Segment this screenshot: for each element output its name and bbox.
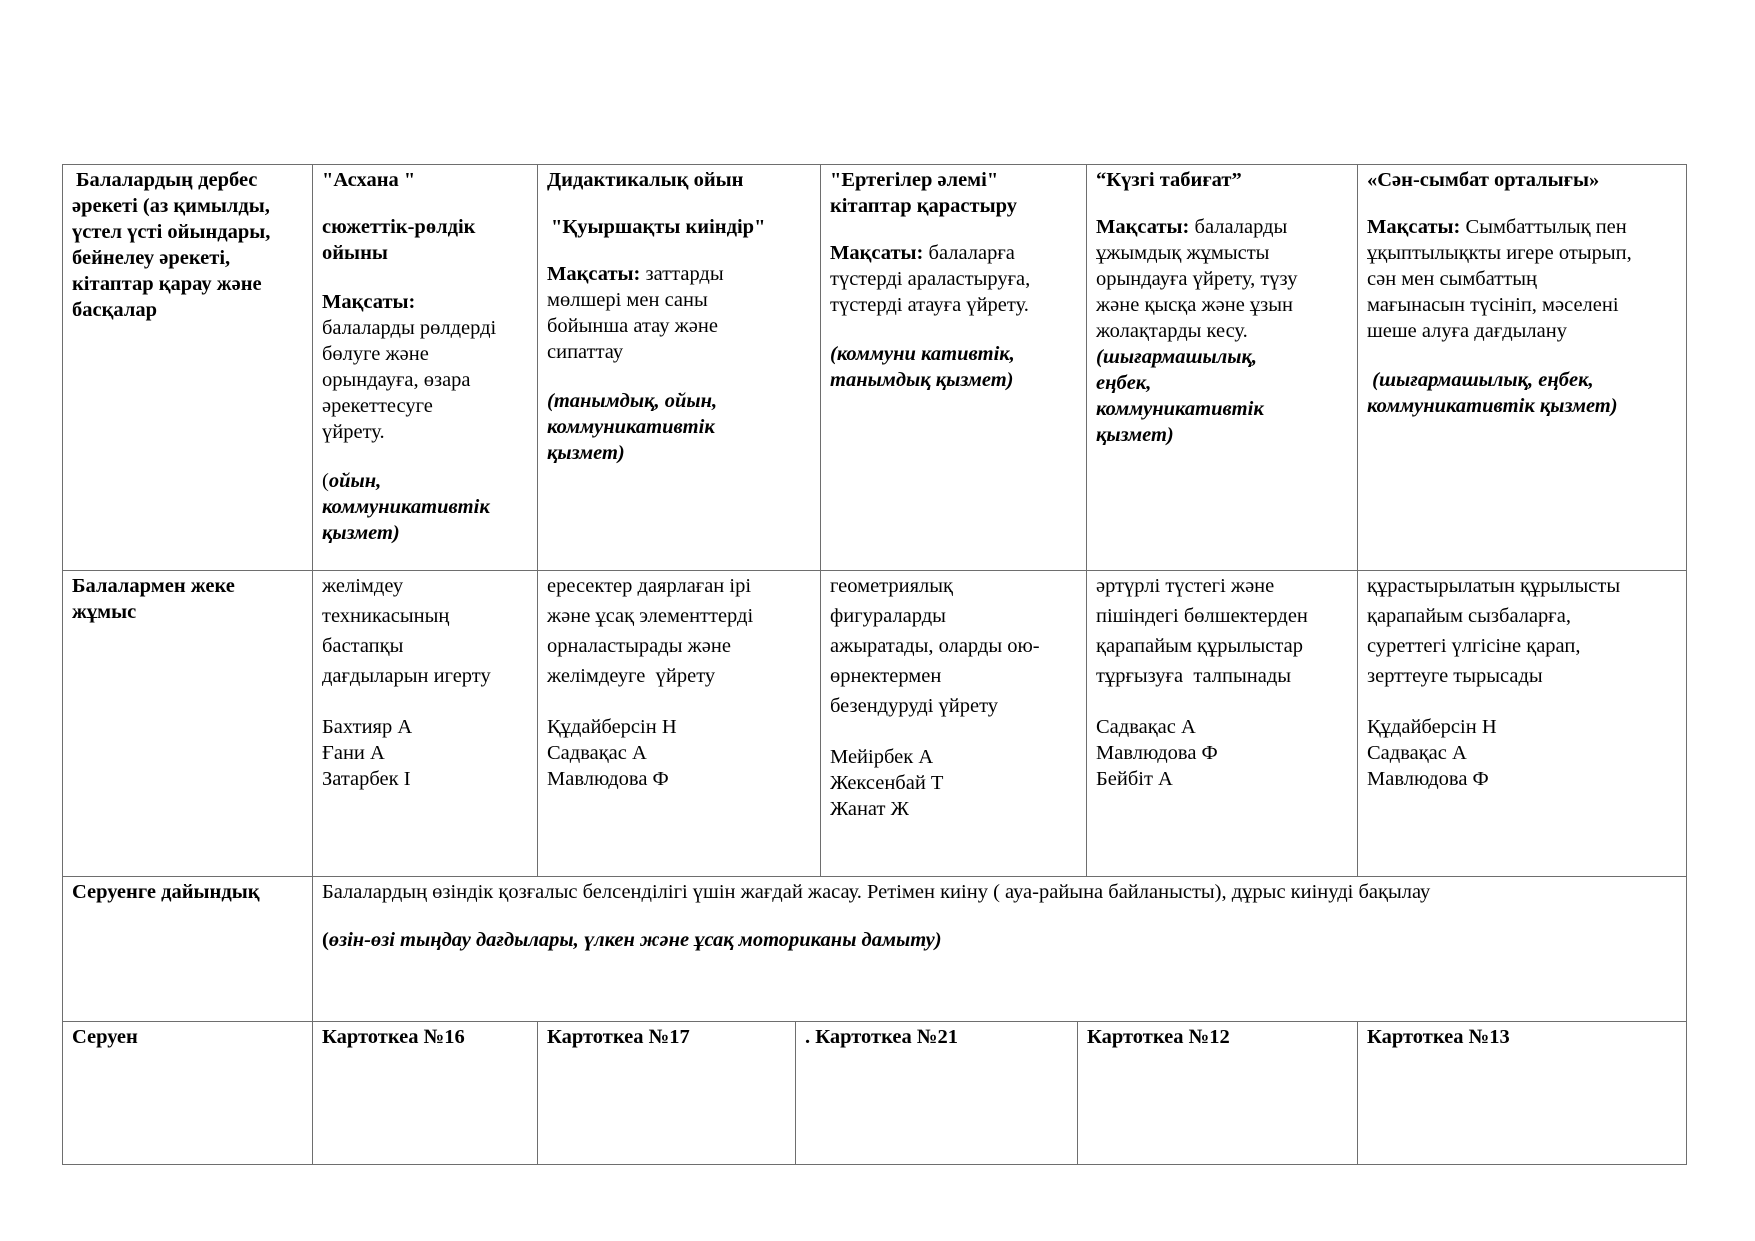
task-line: қарапайым құрылыстар <box>1096 635 1303 657</box>
activity-subtitle: ойыны <box>322 242 388 264</box>
row1-label-line: басқалар <box>72 299 157 321</box>
column-divider <box>795 1021 796 1165</box>
walk-card-label: . Картоткеа №21 <box>805 1026 958 1048</box>
column-divider <box>1357 164 1358 876</box>
task-line: тұрғызуға талпынады <box>1096 665 1292 687</box>
child-name: Садвақас А <box>1367 742 1467 764</box>
column-divider <box>312 164 313 1165</box>
row-divider <box>62 570 1687 571</box>
child-name: Бейбіт А <box>1096 768 1173 790</box>
goal-label: Мақсаты: <box>1367 216 1461 238</box>
activity-type-line: танымдық қызмет) <box>830 369 1014 391</box>
row-divider <box>62 1021 1687 1022</box>
task-line: суреттегі үлгісіне қарап, <box>1367 635 1581 657</box>
goal-line: сипаттау <box>547 341 624 363</box>
table-border-top <box>62 164 1687 165</box>
goal-line: мөлшері мен саны <box>547 289 708 311</box>
row4-label: Серуен <box>72 1026 138 1048</box>
child-name: Жанат Ж <box>830 798 909 820</box>
activity-type-line: коммуникативтік <box>322 496 490 518</box>
activity-type-line: коммуникативтік <box>1096 398 1264 420</box>
walk-card-label: Картоткеа №16 <box>322 1026 465 1048</box>
goal-line: үйрету. <box>322 421 385 443</box>
task-line: өрнектермен <box>830 665 942 687</box>
child-name: Садвақас А <box>1096 716 1196 738</box>
walk-card-label: Картоткеа №17 <box>547 1026 690 1048</box>
row1-col2-cell <box>537 164 820 570</box>
activity-type-line: еңбек, <box>1096 372 1152 394</box>
task-line: желімдеу <box>322 575 404 597</box>
child-name: Жексенбай Т <box>830 772 944 794</box>
plan-table <box>62 164 1687 1165</box>
goal-first-line <box>1096 214 1353 241</box>
activity-type-line: коммуникативтік <box>547 416 715 438</box>
goal-line: бөлуге және <box>322 343 429 365</box>
child-name: Затарбек І <box>322 768 411 790</box>
goal-line: түстерді атауға үйрету. <box>830 294 1029 316</box>
row2-col3-cell <box>820 570 1086 876</box>
task-line: зерттеуге тырысады <box>1367 665 1543 687</box>
column-divider <box>820 164 821 876</box>
row1-label-line: үстел үсті ойындары, <box>72 221 271 243</box>
goal-line: әрекеттесуге <box>322 395 433 417</box>
table-border-bottom <box>62 1164 1687 1165</box>
goal-line: шеше алуға дағдылану <box>1367 320 1567 342</box>
task-line: ересектер даярлаған ірі <box>547 575 752 597</box>
goal-line: мағынасын түсініп, мәселені <box>1367 294 1619 316</box>
activity-type-line: (танымдық, ойын, <box>547 390 718 412</box>
task-line: қарапайым сызбаларға, <box>1367 605 1571 627</box>
row1-col5-cell <box>1357 164 1687 570</box>
goal-line: орындауға, өзара <box>322 369 471 391</box>
row3-label: Серуенге дайындық <box>72 881 260 903</box>
activity-title: «Сән-сымбат орталығы» <box>1367 169 1600 191</box>
table-border-right <box>1686 164 1687 1165</box>
task-line: геометриялық <box>830 575 953 597</box>
row1-col1-cell <box>312 164 537 570</box>
task-line: құрастырылатын құрылысты <box>1367 575 1621 597</box>
row2-label-line: Балалармен жеке <box>72 575 235 597</box>
goal-label: Мақсаты: <box>547 263 641 285</box>
column-divider <box>1077 1021 1078 1165</box>
walk-card-cell <box>795 1021 1077 1165</box>
activity-open-paren: ( <box>322 470 329 492</box>
row1-label-line: кітаптар қарау және <box>72 273 262 295</box>
child-name: Құдайберсін Н <box>1367 716 1497 738</box>
row-divider <box>62 876 1687 877</box>
walk-card-label: Картоткеа №12 <box>1087 1026 1230 1048</box>
column-divider <box>1086 164 1087 876</box>
row1-col3-cell <box>820 164 1086 570</box>
activity-subtitle: "Қуыршақты киіндір" <box>551 216 766 238</box>
activity-title: "Асхана " <box>322 169 416 191</box>
goal-label: Мақсаты: <box>1096 216 1190 238</box>
goal-label: Мақсаты: <box>322 291 416 313</box>
task-line: ажыратады, оларды ою- <box>830 635 1040 657</box>
walk-card-cell <box>537 1021 795 1165</box>
row2-col4-cell <box>1086 570 1357 876</box>
goal-text: заттарды <box>645 263 724 285</box>
activity-subtitle: сюжеттік-рөлдік <box>322 216 476 238</box>
column-divider <box>537 164 538 876</box>
activity-type-line: қызмет) <box>547 442 625 464</box>
child-name: Құдайберсін Н <box>547 716 677 738</box>
task-line: пішіндегі бөлшектерден <box>1096 605 1308 627</box>
goal-first-line <box>830 240 1082 267</box>
goal-line: түстерді араластыруға, <box>830 268 1031 290</box>
activity-type-text: өзін-өзі тыңдау дағдылары, үлкен және ұсақ моториканы дамыту) <box>328 929 942 951</box>
column-divider <box>1357 1021 1358 1165</box>
goal-text: балаларға <box>928 242 1015 264</box>
task-line: бастапқы <box>322 635 404 657</box>
task-line: фигураларды <box>830 605 946 627</box>
goal-text: балаларды <box>1194 216 1288 238</box>
activity-type-line: (коммуни кативтік, <box>830 343 1015 365</box>
goal-line: ұжымдық жұмысты <box>1096 242 1270 264</box>
row4-label-cell <box>62 1021 312 1165</box>
task-line: желімдеуге үйрету <box>547 665 716 687</box>
walk-card-cell <box>1077 1021 1357 1165</box>
task-line: дағдыларын игерту <box>322 665 491 687</box>
row1-label-line: бейнелеу әрекеті, <box>72 247 231 269</box>
task-line: техникасының <box>322 605 450 627</box>
goal-line: бойынша атау және <box>547 315 718 337</box>
task-line: орналастырады және <box>547 635 731 657</box>
row1-label-line: Балалардың дербес <box>76 169 258 191</box>
row3-content-cell <box>312 876 1687 1021</box>
goal-line: орындауға үйрету, түзу <box>1096 268 1298 290</box>
child-name: Ғани А <box>322 742 385 764</box>
row3-label-cell <box>62 876 312 1021</box>
task-line: безендуруді үйрету <box>830 695 999 717</box>
goal-first-line <box>1367 214 1683 241</box>
activity-title: Дидактикалық ойын <box>547 169 744 191</box>
row2-label-line: жұмыс <box>72 601 137 623</box>
activity-title: кітаптар қарастыру <box>830 195 1017 217</box>
row2-col5-cell <box>1357 570 1687 876</box>
activity-type-line: (шығармашылық, <box>1096 346 1258 368</box>
row2-col2-cell <box>537 570 820 876</box>
activity-title: “Күзгі табиғат” <box>1096 169 1242 191</box>
activity-type-line: (шығармашылық, еңбек, <box>1367 369 1594 391</box>
child-name: Бахтияр А <box>322 716 413 738</box>
goal-line: жолақтарды кесу. <box>1096 320 1248 342</box>
goal-first-line <box>547 261 816 288</box>
row1-col4-cell <box>1086 164 1357 570</box>
activity-open-paren: ( <box>322 929 329 951</box>
activity-type-line: қызмет) <box>322 522 400 544</box>
goal-line: сән мен сымбаттың <box>1367 268 1537 290</box>
walk-preparation-activity <box>322 927 1683 954</box>
goal-line: ұқыптылықкты игере отырып, <box>1367 242 1632 264</box>
activity-type-line: қызмет) <box>1096 424 1174 446</box>
activity-type-line <box>322 468 533 495</box>
goal-label: Мақсаты: <box>830 242 924 264</box>
goal-line: балаларды рөлдерді <box>322 317 497 339</box>
goal-line: және қысқа және ұзын <box>1096 294 1294 316</box>
child-name: Мейірбек А <box>830 746 934 768</box>
activity-type-text: ойын, <box>328 470 382 492</box>
task-line: және ұсақ элементтерді <box>547 605 754 627</box>
child-name: Мавлюдова Ф <box>1096 742 1218 764</box>
activity-title: "Ертегілер әлемі" <box>830 169 999 191</box>
goal-text: Сымбаттылық пен <box>1465 216 1627 238</box>
row2-col1-cell <box>312 570 537 876</box>
row1-label-cell <box>62 164 312 570</box>
row2-label-cell <box>62 570 312 876</box>
row1-label-line: әрекеті (аз қимылды, <box>72 195 270 217</box>
walk-card-label: Картоткеа №13 <box>1367 1026 1510 1048</box>
activity-type-line: коммуникативтік қызмет) <box>1367 395 1618 417</box>
walk-card-cell <box>312 1021 537 1165</box>
table-border-left <box>62 164 63 1165</box>
task-line: әртүрлі түстегі және <box>1096 575 1275 597</box>
walk-card-cell <box>1357 1021 1687 1165</box>
walk-preparation-text: Балалардың өзіндік қозғалыс белсенділігі үшін жағдай жасау. Ретімен киіну ( ауа-райына байланысты), дұрыс киінуді бақылау <box>322 881 1431 903</box>
column-divider <box>537 1021 538 1165</box>
child-name: Садвақас А <box>547 742 647 764</box>
child-name: Мавлюдова Ф <box>547 768 669 790</box>
child-name: Мавлюдова Ф <box>1367 768 1489 790</box>
